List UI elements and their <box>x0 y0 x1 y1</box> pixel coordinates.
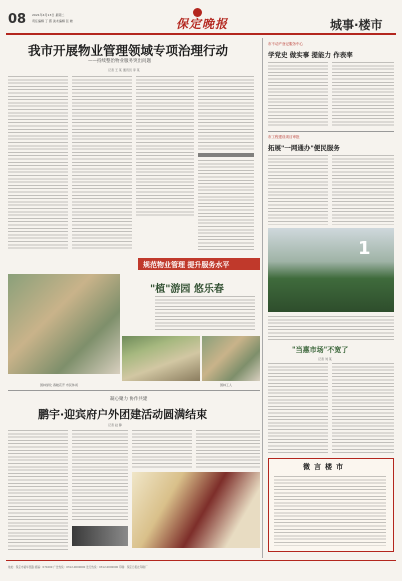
main-article-column-2 <box>72 76 132 251</box>
lower-column-1 <box>8 430 68 550</box>
photo-story-text <box>155 296 255 332</box>
masthead-rule <box>6 33 396 35</box>
footer-text: 地址：保定市裕华西路 邮编：071000 广告热线：0312-0000000 发行热线：0312-0000000 印刷：保定日报社印刷厂 <box>8 566 148 569</box>
section-name: 城事·楼市 <box>330 18 383 32</box>
right-vertical-rule <box>262 38 263 558</box>
right-top-kicker: 市不动产登记服务中心 <box>268 42 303 46</box>
lower-byline: 记者 赵 静 <box>108 423 122 427</box>
lower-ad-strip <box>72 526 128 546</box>
photo-caption-left: 园林绿化 春暖花开 市民休闲 <box>40 383 78 387</box>
photo-garden-right <box>202 336 260 381</box>
main-article-column-3 <box>136 76 194 216</box>
date-line: 2021年4月13日 星期二 <box>32 13 65 17</box>
banner-text: 规范物业管理 提升服务水平 <box>143 261 230 269</box>
lower-column-4 <box>196 430 260 468</box>
right-top-text-1 <box>268 62 328 128</box>
lower-column-3 <box>132 430 192 468</box>
green-wall-sign: 1 <box>358 238 371 259</box>
section-divider <box>8 390 260 391</box>
right-mid-kicker: 市工程建设项目审批 <box>268 135 300 139</box>
micro-talk-title: 微言楼市 <box>303 462 347 471</box>
photo-caption-right: 园林工人 <box>220 383 233 387</box>
photo-garden-middle <box>122 336 200 381</box>
lower-kicker: 凝心聚力 协作共建 <box>110 397 148 402</box>
main-byline: 记者 王 某 通讯员 李 某 <box>108 68 140 72</box>
lower-headline: 鹏宇·迎宾府户外团建活动圆满结束 <box>38 408 208 421</box>
paper-logo: 保定晚报 <box>176 17 229 31</box>
photo-garden-left <box>8 274 120 374</box>
main-article-column-5 <box>198 160 254 250</box>
main-article-column-1 <box>8 76 68 251</box>
lower-column-2 <box>72 430 128 522</box>
right-mid-text-2 <box>332 155 394 225</box>
right-mid-text-1 <box>268 155 328 225</box>
right-top-headline: 学党史 做实事 提能力 作表率 <box>268 51 353 59</box>
masthead <box>0 0 402 36</box>
sub-heading-bar <box>198 153 254 157</box>
right-lower-headline: "当惠市场"不宽了 <box>292 345 349 354</box>
right-lower-byline: 记者 刘 某 <box>318 357 332 361</box>
right-top-text-2 <box>332 62 394 128</box>
micro-talk-text <box>274 476 386 546</box>
main-subhead: ——持续整治物业服务突出问题 <box>88 59 151 64</box>
right-mid-headline: 拓展"一网通办"便民服务 <box>268 144 340 152</box>
photo-story-title: "植"游园 悠乐春 <box>150 284 224 295</box>
footer-rule <box>6 560 396 561</box>
right-top-divider <box>268 131 394 132</box>
right-lower-text-2 <box>332 363 394 453</box>
page-number: 08 <box>8 12 27 27</box>
photo-team-building <box>132 472 260 548</box>
main-article-column-4 <box>198 76 254 151</box>
edition-line: 责任编辑 丁 霞 美术编辑 张 晓 <box>32 19 73 23</box>
right-lower-text-1 <box>268 363 328 453</box>
main-headline: 我市开展物业管理领域专项治理行动 <box>28 43 229 58</box>
right-mid-caption <box>268 316 394 340</box>
